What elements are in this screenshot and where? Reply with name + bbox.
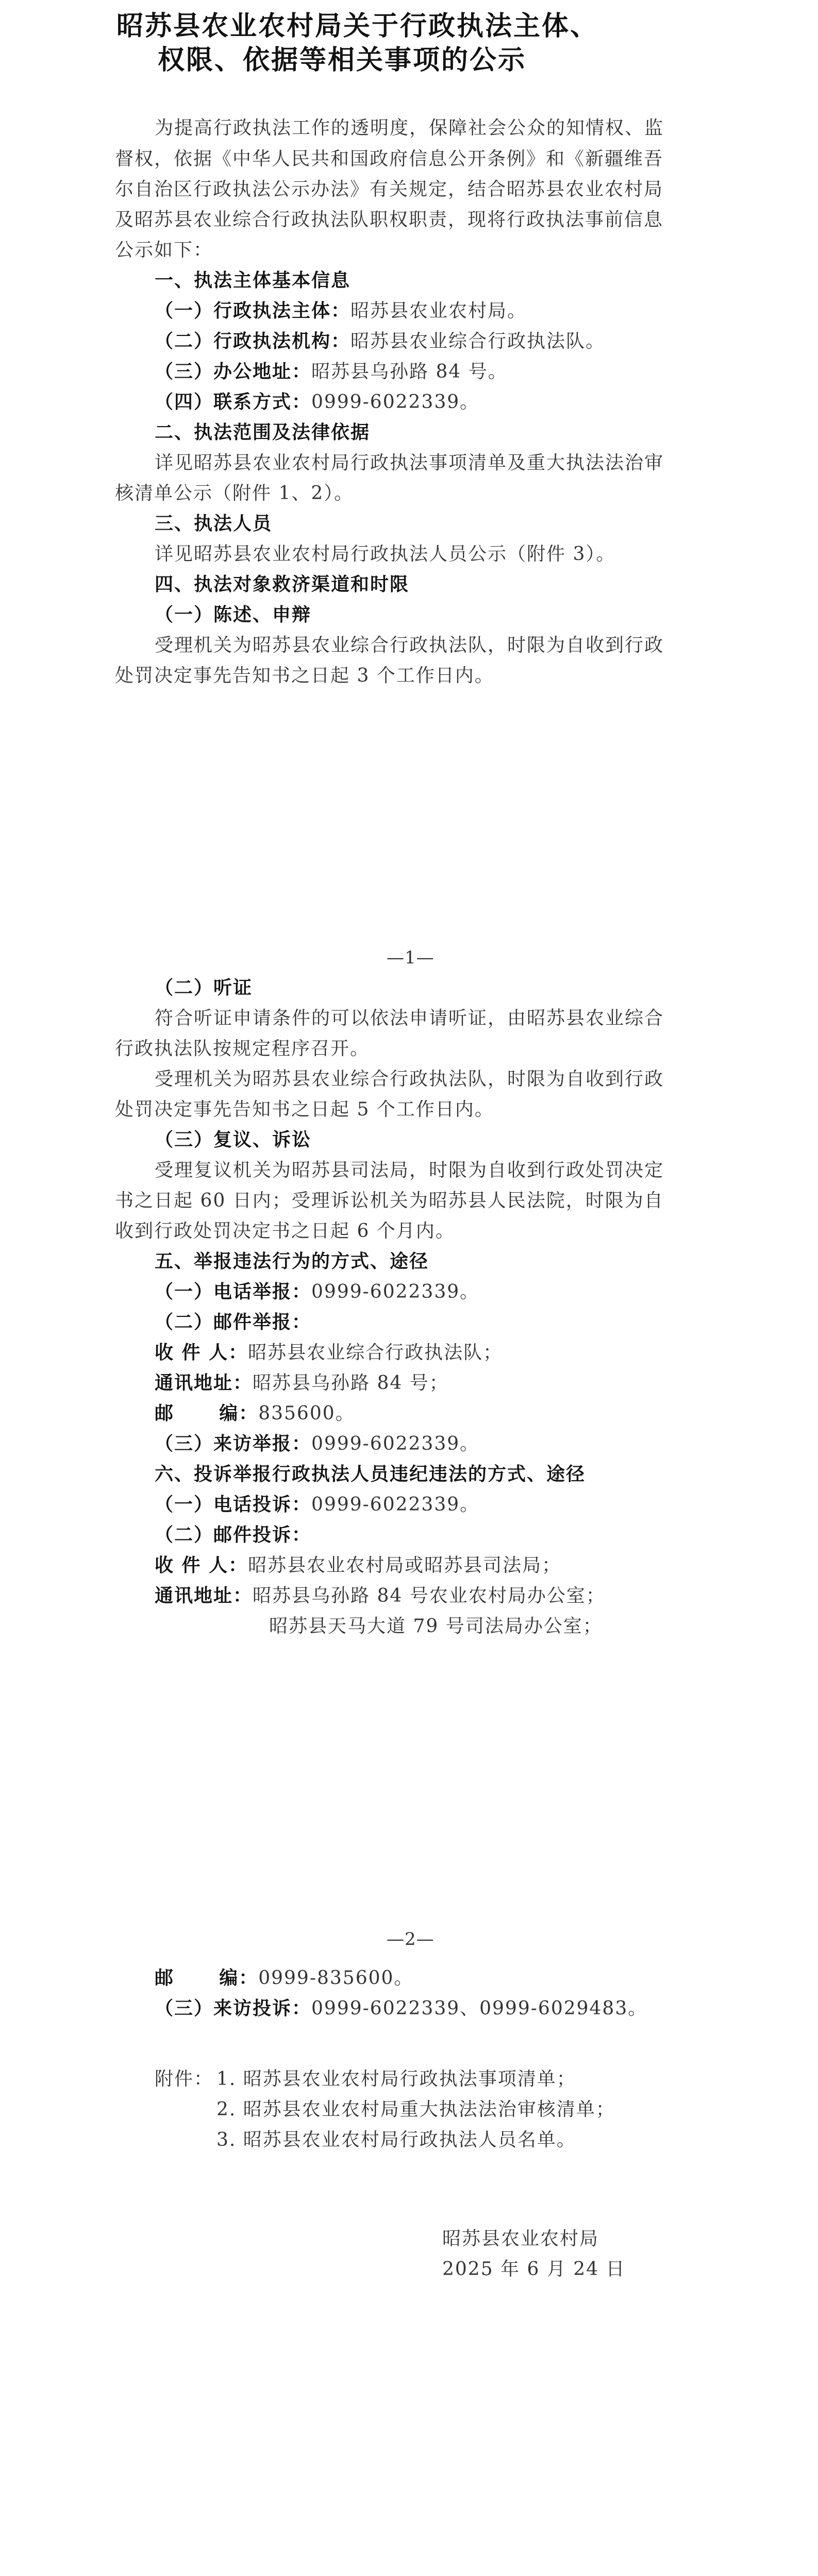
section-4-heading: 四、执法对象救济渠道和时限 [155, 574, 410, 595]
section-6-address [155, 1587, 606, 1605]
section-4-sub-2-line-3: 受理机关为昭苏县农业综合行政执法队，时限为自收到行政 [155, 1069, 664, 1090]
intro-line-5: 公示如下： [115, 240, 213, 261]
section-6-phone [155, 1496, 479, 1514]
section-4-sub-1-line-2: 处罚决定事先告知书之日起 3 个工作日内。 [115, 665, 494, 686]
intro-line-1: 为提高行政执法工作的透明度，保障社会公众的知情权、监 [155, 117, 664, 139]
section-1-heading: 一、执法主体基本信息 [155, 270, 351, 291]
item-value: 昭苏县农业综合行政执法队； [248, 1342, 503, 1363]
item-label: 收 件 人： [155, 1555, 248, 1576]
item-label: 邮 编： [155, 1968, 259, 1989]
item-label: 收 件 人： [155, 1342, 248, 1363]
item-label: （二）邮件举报： [155, 1312, 312, 1333]
section-5-postcode [155, 1404, 355, 1423]
section-5-address [155, 1374, 449, 1393]
section-4-sub-2-line-4: 处罚决定事先告知书之日起 5 个工作日内。 [115, 1099, 494, 1120]
attachment-item-1: 1. 昭苏县农业农村局行政执法事项清单； [216, 2069, 576, 2090]
section-2-heading: 二、执法范围及法律依据 [155, 422, 371, 443]
section-4-sub-3-heading: （三）复议、诉讼 [155, 1129, 312, 1150]
item-value: 0999-6022339。 [311, 1494, 480, 1515]
section-4-sub-3-line-3: 收到行政处罚决定书之日起 6 个月内。 [115, 1221, 455, 1242]
item-value: 昭苏县乌孙路 84 号； [253, 1372, 449, 1394]
item-label: （三）来访投诉： [155, 1998, 312, 2019]
attachment-item-2: 2. 昭苏县农业农村局重大执法法治审核清单； [216, 2099, 615, 2120]
item-label: （一）电话投诉： [155, 1494, 312, 1515]
section-6-address-line-2: 昭苏县天马大道 79 号司法局办公室； [269, 1616, 603, 1637]
attachments-label: 附件： [155, 2069, 214, 2090]
section-6-heading: 六、投诉举报行政执法人员违纪违法的方式、途径 [155, 1464, 586, 1485]
section-2-line-2: 核清单公示（附件 1、2）。 [115, 483, 354, 504]
item-label: （一）行政执法主体： [155, 300, 351, 321]
item-label: （二）邮件投诉： [155, 1524, 312, 1546]
section-6-postcode [155, 1969, 413, 1988]
section-1-item-3 [155, 363, 508, 381]
item-label: （三）来访举报： [155, 1433, 312, 1454]
section-5-recipient [155, 1344, 503, 1362]
item-label: （四）联系方式： [155, 392, 312, 413]
item-value: 昭苏县农业农村局或昭苏县司法局； [248, 1555, 562, 1576]
section-5-mail-label [155, 1313, 311, 1332]
item-value: 昭苏县农业综合行政执法队。 [350, 331, 606, 352]
section-3-heading: 三、执法人员 [155, 513, 273, 534]
signature-date: 2025 年 6 月 24 日 [442, 2259, 626, 2280]
section-5-phone [155, 1283, 479, 1301]
item-label: 邮 编： [155, 1403, 259, 1424]
item-value: 0999-835600。 [258, 1968, 414, 1989]
item-value: 0999-6022339。 [311, 1433, 480, 1454]
item-label: 通讯地址： [155, 1372, 253, 1394]
document-title-line-2: 权限、依据等相关事项的公示 [158, 45, 527, 76]
section-4-sub-1-heading: （一）陈述、申辩 [155, 604, 312, 625]
section-2-line-1: 详见昭苏县农业农村局行政执法事项清单及重大执法法治审 [155, 452, 664, 473]
section-5-heading: 五、举报违法行为的方式、途径 [155, 1251, 429, 1272]
intro-line-4: 及昭苏县农业综合行政执法队职权职责，现将行政执法事前信息 [115, 209, 664, 230]
item-value: 0999-6022339。 [311, 392, 480, 413]
intro-line-3: 尔自治区行政执法公示办法》有关规定，结合昭苏县农业农村局 [115, 179, 664, 200]
section-1-item-1 [155, 302, 527, 320]
section-4-sub-2-heading: （二）听证 [155, 977, 253, 998]
item-value: 0999-6022339。 [311, 1281, 480, 1302]
section-4-sub-2-line-2: 行政执法队按规定程序召开。 [115, 1038, 370, 1059]
item-value: 0999-6022339、0999-6029483。 [311, 1998, 648, 2019]
section-4-sub-1-line-1: 受理机关为昭苏县农业综合行政执法队，时限为自收到行政 [155, 635, 664, 656]
item-value: 昭苏县乌孙路 84 号。 [311, 361, 508, 382]
section-5-visit [155, 1435, 479, 1453]
section-6-mail-label [155, 1526, 311, 1545]
item-label: 通讯地址： [155, 1585, 253, 1606]
item-label: （三）办公地址： [155, 361, 312, 382]
item-value: 昭苏县乌孙路 84 号农业农村局办公室； [253, 1585, 606, 1606]
section-1-item-4 [155, 393, 479, 412]
item-value: 昭苏县农业农村局。 [350, 300, 527, 321]
attachment-item-3: 3. 昭苏县农业农村局行政执法人员名单。 [216, 2129, 576, 2150]
section-3-line-1: 详见昭苏县农业农村局行政执法人员公示（附件 3）。 [155, 544, 616, 565]
section-6-visit [155, 1999, 647, 2018]
section-1-item-2 [155, 332, 605, 351]
section-4-sub-3-line-2: 书之日起 60 日内；受理诉讼机关为昭苏县人民法院，时限为自 [115, 1190, 664, 1211]
signature-organization: 昭苏县农业农村局 [442, 2228, 599, 2249]
intro-line-2: 督权，依据《中华人民共和国政府信息公开条例》和《新疆维吾 [115, 148, 664, 170]
section-4-sub-3-line-1: 受理复议机关为昭苏县司法局，时限为自收到行政处罚决定 [155, 1160, 664, 1181]
section-4-sub-2-line-1: 符合听证申请条件的可以依法申请听证，由昭苏县农业综合 [155, 1008, 664, 1029]
section-6-recipient [155, 1556, 561, 1575]
item-value: 835600。 [258, 1403, 355, 1424]
page-number-2: —2— [387, 1929, 435, 1950]
item-label: （一）电话举报： [155, 1281, 312, 1302]
page-number-1: —1— [387, 947, 435, 968]
item-label: （二）行政执法机构： [155, 331, 351, 352]
document-title-line-1: 昭苏县农业农村局关于行政执法主体、 [116, 11, 599, 42]
